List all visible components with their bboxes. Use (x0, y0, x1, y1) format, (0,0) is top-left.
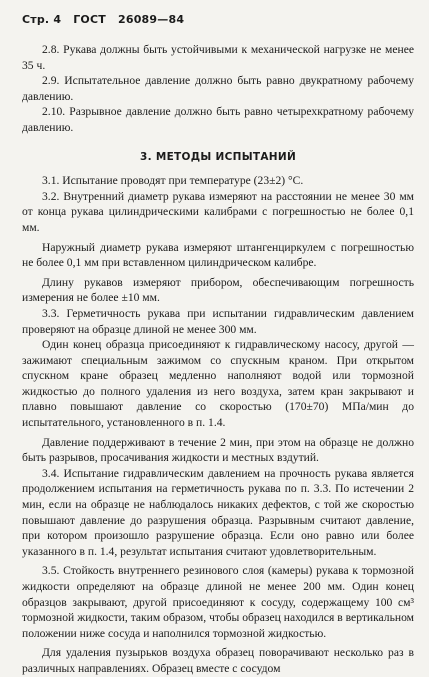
paragraph-2-8: 2.8. Рукава должны быть устойчивыми к механической нагрузке не менее 35 ч. (22, 43, 414, 72)
paragraph-3-5: 3.5. Стойкость внутреннего резинового слоя (камеры) рукава к тормозной жидкости определяют на образце длиной не менее 200 мм. Один конец образцов закрывают, другой присоединяют к сосуду, содержащему 100 см³ тормозной жидкости, таким образом, чтобы образец находился в вертикальном положении ниже сосуда и наполнился тормозной жидкостью. (22, 564, 414, 640)
paragraph-length: Длину рукавов измеряют прибором, обеспечивающим погрешность измерения не более ±10 мм. (22, 275, 414, 305)
paragraph-pump: Один конец образца присоединяют к гидравлическому насосу, другой — зажимают специальным зажимом со спускным краном. При открытом спускном кране образец медленно наполняют водой или тормозной жидкостью до полного удаления из него воздуха, затем кран закрывают и плавно повышают давление со скоростью (170±70) МПа/мин до испытательного, установленного в п. 1.4. (22, 338, 414, 430)
paragraph-2-10: 2.10. Разрывное давление должно быть равно четырехкратному рабочему давлению. (22, 105, 414, 134)
page-header (22, 13, 192, 26)
paragraph-air-bubbles: Для удаления пузырьков воздуха образец поворачивают несколько раз в различных направлениях. Образец вместе с сосудом (22, 646, 414, 675)
paragraph-3-2: 3.2. Внутренний диаметр рукава измеряют на расстоянии не менее 30 мм от конца рукава цилиндрическими калибрами с погрешностью не более 0,1 мм. (22, 189, 414, 234)
document-body (22, 42, 414, 677)
page-number: Стр. 4 (22, 13, 62, 26)
paragraph-3-4: 3.4. Испытание гидравлическим давлением на прочность рукава является продолжением испытания на герметичность рукава по п. 3.3. По истечении 2 мин, если на образце не наблюдалось никаких дефектов, с той же скоростью повышают давление до разрушения образца. Разрывным считают давление, при котором произошло разрушение образца. Если оно равно или более указанного в п. 1.4, результат испытания считают удовлетворительным. (22, 466, 414, 558)
paragraph-2-9: 2.9. Испытательное давление должно быть равно двукратному рабочему давлению. (22, 74, 414, 103)
paragraph-outer-diameter: Наружный диаметр рукава измеряют штангенциркулем с погрешностью не более 0,1 мм при вставленном цилиндрическом калибре. (22, 240, 414, 270)
standard-label: ГОСТ (73, 13, 106, 26)
standard-number: 26089—84 (118, 13, 185, 26)
section-title: 3. МЕТОДЫ ИСПЫТАНИЙ (139, 150, 297, 163)
paragraph-3-3: 3.3. Герметичность рукава при испытании гидравлическим давлением проверяют на образце длиной не менее 300 мм. (22, 306, 414, 336)
paragraph-hold-pressure: Давление поддерживают в течение 2 мин, при этом на образце не должно быть разрывов, просачивания жидкости и местных вздутий. (22, 435, 414, 465)
paragraph-3-1: 3.1. Испытание проводят при температуре (23±2) °С. (42, 174, 304, 188)
